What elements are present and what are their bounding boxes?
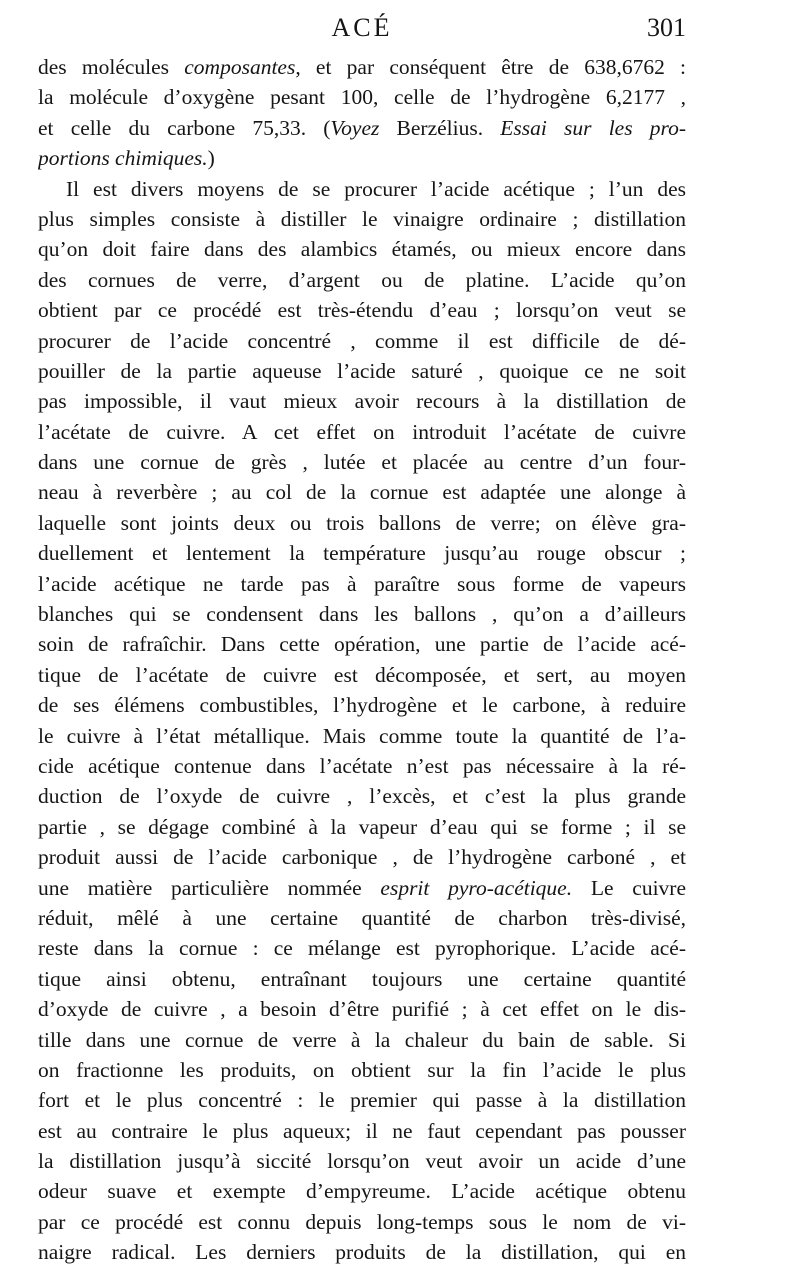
italic-text: composantes: [184, 55, 296, 79]
text-line: [38, 417, 686, 447]
text-line: [38, 477, 686, 507]
text-run: duction de l’oxyde de cuivre , l’excès, et c’est la plus grande: [38, 784, 686, 809]
text-line: [38, 1025, 686, 1055]
italic-text: esprit pyro-acétique.: [380, 875, 573, 900]
text-line: [38, 538, 686, 568]
text-run: le cuivre à l’état métallique. Mais comme toute la quantité de l’a-: [38, 723, 686, 748]
page-header: [38, 8, 686, 48]
running-head: ACÉ: [331, 13, 393, 42]
text-run: tique ainsi obtenu, entraînant toujours une certaine quantité: [38, 966, 686, 991]
text-line: [38, 204, 686, 234]
text-run: par ce procédé est connu depuis long-temps sous le nom de vi-: [38, 1209, 686, 1234]
text-line: [38, 1237, 686, 1267]
text-run: la distillation jusqu’à siccité lorsqu’on veut avoir un acide d’une: [38, 1149, 686, 1174]
text-line: [38, 629, 686, 659]
text-line: [38, 721, 686, 751]
text-run: l’acide acétique ne tarde pas à paraître sous forme de vapeurs: [38, 571, 686, 596]
italic-text: Voyez: [330, 115, 380, 140]
text-run: est au contraire le plus aqueux; il ne faut cependant pas pousser: [38, 1118, 686, 1143]
text-line: [38, 994, 686, 1024]
text-run: une matière particulière nommée: [38, 875, 381, 900]
text-line: [38, 903, 686, 933]
text-line: [38, 1207, 686, 1237]
text-run: procurer de l’acide concentré , comme il est difficile de dé-: [38, 328, 686, 353]
text-line: [38, 82, 686, 112]
text-line: [38, 508, 686, 538]
text-line: [38, 842, 686, 872]
text-line: [38, 265, 686, 295]
italic-text: portions chimiques.: [38, 146, 208, 171]
text-line: [38, 751, 686, 781]
text-run: reste dans la cornue : ce mélange est pyrophorique. L’acide acé-: [38, 936, 686, 961]
text-line: [38, 599, 686, 629]
text-run: neau à reverbère ; au col de la cornue est adaptée une alonge à: [38, 480, 686, 505]
text-run: réduit, mêlé à une certaine quantité de charbon très-divisé,: [38, 905, 686, 930]
text-line: [38, 295, 686, 325]
text-run: naigre radical. Les derniers produits de la distillation, qui en: [38, 1240, 686, 1265]
text-line: [38, 569, 686, 599]
text-line: [38, 143, 686, 173]
text-run: des molécules: [38, 55, 185, 79]
text-run: qu’on doit faire dans des alambics étamés, ou mieux encore dans: [38, 237, 686, 262]
text-line: [38, 52, 686, 82]
body-text: [38, 52, 686, 1268]
text-run: soin de rafraîchir. Dans cette opération, une partie de l’acide acé-: [38, 632, 686, 657]
text-line: [38, 781, 686, 811]
text-run: plus simples consiste à distiller le vinaigre ordinaire ; distillation: [38, 206, 686, 231]
text-line: [38, 386, 686, 416]
text-line: [38, 873, 686, 903]
text-line: [38, 234, 686, 264]
text-run: on fractionne les produits, on obtient sur la fin l’acide le plus: [38, 1057, 686, 1082]
text-line: [38, 1146, 686, 1176]
text-run: dans une cornue de grès , lutée et placée au centre d’un four-: [38, 450, 686, 475]
text-line: [38, 660, 686, 690]
text-run: tique de l’acétate de cuivre est décomposée, et sert, au moyen: [38, 662, 686, 687]
text-run: l’acétate de cuivre. A cet effet on introduit l’acétate de cuivre: [38, 419, 686, 444]
text-run: pas impossible, il vaut mieux avoir recours à la distillation de: [38, 389, 686, 414]
text-run: la molécule d’oxygène pesant 100, celle de l’hydrogène 6,2177 ,: [38, 85, 686, 110]
text-line: [38, 1176, 686, 1206]
text-run: Il est divers moyens de se procurer l’acide acétique ; l’un des: [66, 176, 686, 201]
text-line: [38, 1116, 686, 1146]
text-run: laquelle sont joints deux ou trois ballons de verre; on élève gra-: [38, 510, 686, 535]
text-run: pouiller de la partie aqueuse l’acide saturé , quoique ce ne soit: [38, 358, 686, 383]
text-line: [38, 964, 686, 994]
text-run: cide acétique contenue dans l’acétate n’est pas nécessaire à la ré-: [38, 753, 686, 778]
text-run: de ses élémens combustibles, l’hydrogène et le carbone, à reduire: [38, 693, 686, 718]
text-run: Le cuivre: [572, 875, 686, 900]
text-run: obtient par ce procédé est très-étendu d’eau ; lorsqu’on veut se: [38, 298, 686, 323]
text-line: [38, 326, 686, 356]
text-run: des cornues de verre, d’argent ou de platine. L’acide qu’on: [38, 267, 686, 292]
page-number: 301: [647, 13, 686, 42]
text-run: et celle du carbone 75,33. (: [38, 115, 331, 140]
text-line: [38, 690, 686, 720]
text-run: tille dans une cornue de verre à la chaleur du bain de sable. Si: [38, 1027, 686, 1052]
text-line: [38, 174, 686, 204]
text-run: ): [207, 146, 215, 171]
text-line: [38, 812, 686, 842]
text-run: Berzélius.: [379, 115, 501, 140]
text-line: [38, 356, 686, 386]
text-run: partie , se dégage combiné à la vapeur d’eau qui se forme ; il se: [38, 814, 686, 839]
text-run: duellement et lentement la température jusqu’au rouge obscur ;: [38, 541, 686, 566]
text-run: , et par conséquent être de 638,6762 :: [295, 55, 686, 79]
italic-text: Essai sur les pro-: [500, 115, 686, 140]
text-line: [38, 1085, 686, 1115]
text-run: d’oxyde de cuivre , a besoin d’être purifié ; à cet effet on le dis-: [38, 997, 686, 1022]
text-line: [38, 113, 686, 143]
text-line: [38, 447, 686, 477]
text-run: fort et le plus concentré : le premier qui passe à la distillation: [38, 1088, 686, 1113]
text-run: blanches qui se condensent dans les ballons , qu’on a d’ailleurs: [38, 602, 686, 627]
text-line: [38, 933, 686, 963]
text-run: produit aussi de l’acide carbonique , de l’hydrogène carboné , et: [38, 845, 686, 870]
text-line: [38, 1055, 686, 1085]
text-run: odeur suave et exempte d’empyreume. L’acide acétique obtenu: [38, 1179, 686, 1204]
